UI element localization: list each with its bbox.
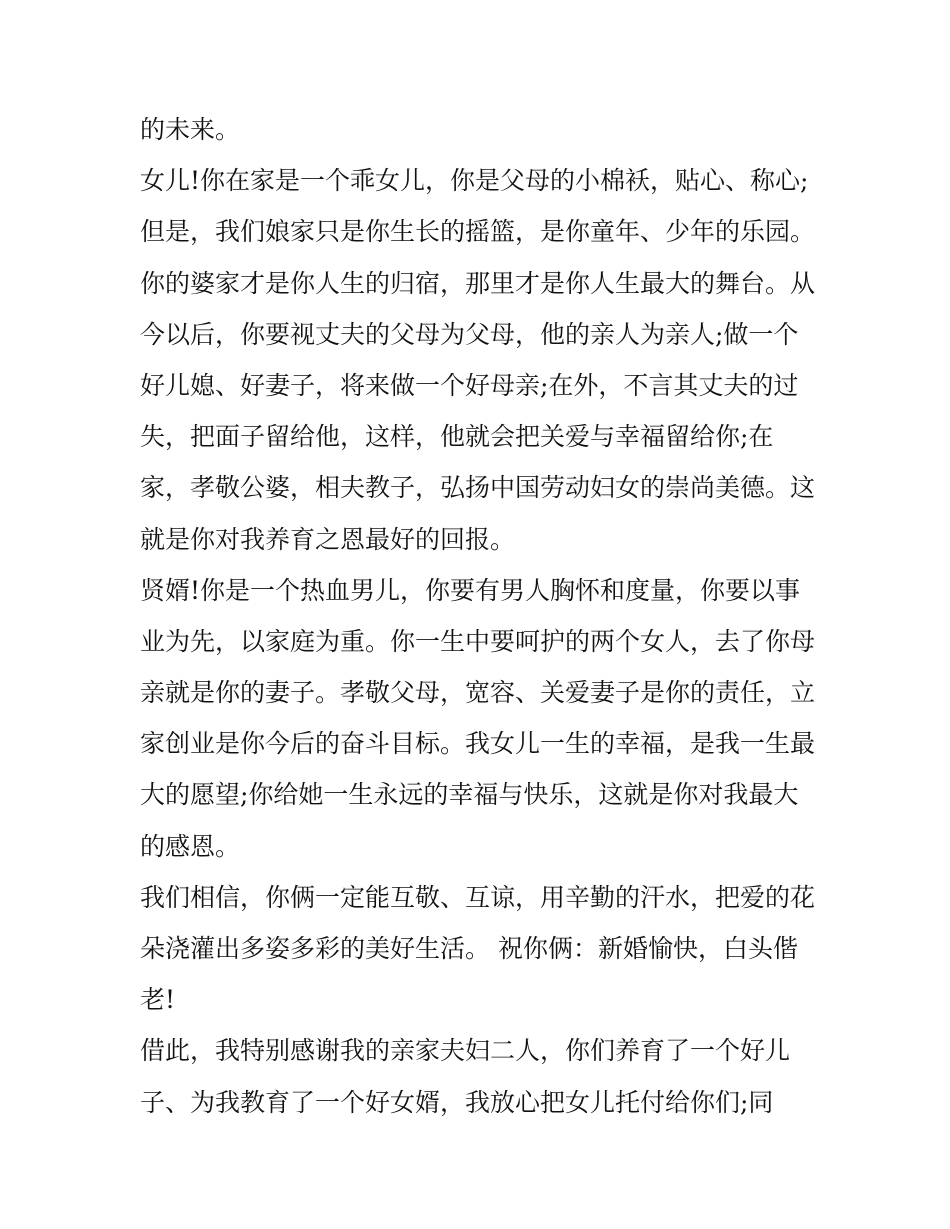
text-line: 借此，我特别感谢我的亲家夫妇二人，你们养育了一个好儿 <box>140 1036 791 1066</box>
body-text <box>140 104 820 1128</box>
text-line: 家创业是你今后的奋斗目标。我女儿一生的幸福，是我一生最 <box>140 729 816 759</box>
text-line: 亲就是你的妻子。孝敬父母，宽容、关爱妻子是你的责任，立 <box>140 678 816 708</box>
text-line: 家，孝敬公婆，相夫教子，弘扬中国劳动妇女的崇尚美德。这 <box>140 473 816 503</box>
text-line: 但是，我们娘家只是你生长的摇篮，是你童年、少年的乐园。 <box>140 217 816 247</box>
text-line: 就是你对我养育之恩最好的回报。 <box>140 524 516 554</box>
text-line: 的未来。 <box>140 115 241 144</box>
text-line: 女儿!你在家是一个乖女儿，你是父母的小棉袄，贴心、称心; <box>140 166 809 196</box>
text-line: 今以后，你要视丈夫的父母为父母，他的亲人为亲人;做一个 <box>140 319 799 349</box>
text-line: 我们相信，你俩一定能互敬、互谅，用辛勤的汗水，把爱的花 <box>140 882 816 912</box>
text-line: 老! <box>140 985 176 1015</box>
text-line: 朵浇灌出多姿多彩的美好生活。 祝你俩：新婚愉快，白头偕 <box>140 934 798 963</box>
text-line: 好儿媳、好妻子，将来做一个好母亲;在外，不言其丈夫的过 <box>140 370 799 400</box>
text-line: 的感恩。 <box>140 831 241 861</box>
text-line: 失，把面子留给他，这样，他就会把关爱与幸福留给你;在 <box>140 422 774 452</box>
text-line: 业为先，以家庭为重。你一生中要呵护的两个女人，去了你母 <box>140 626 816 656</box>
text-line: 贤婿!你是一个热血男儿，你要有男人胸怀和度量，你要以事 <box>140 575 801 605</box>
text-line: 子、为我教育了一个好女婿，我放心把女儿托付给你们;同 <box>140 1087 774 1117</box>
text-line: 你的婆家才是你人生的归宿，那里才是你人生最大的舞台。从 <box>140 268 816 298</box>
text-line: 大的愿望;你给她一生永远的幸福与快乐，这就是你对我最大 <box>140 780 799 810</box>
